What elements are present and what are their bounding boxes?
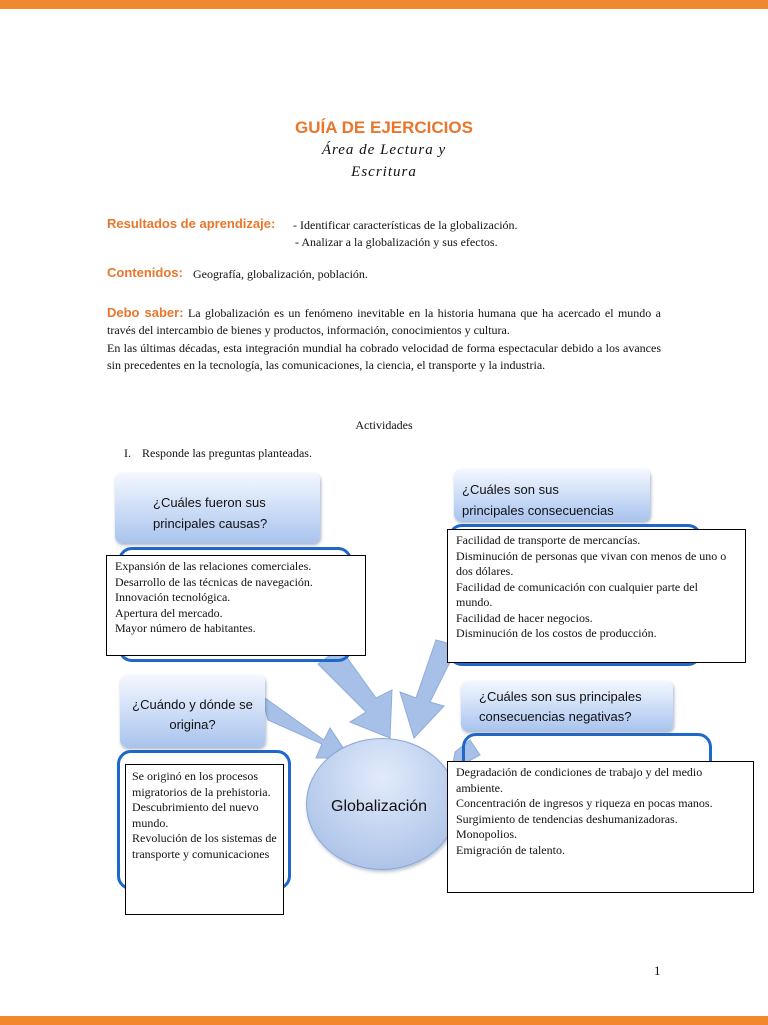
causas-answer: Desarrollo de las técnicas de navegación.: [115, 574, 313, 589]
page-title: GUÍA DE EJERCICIOS: [295, 118, 473, 137]
causas-answer: Mayor número de habitantes.: [115, 621, 256, 635]
resultados-item-1: - Identificar características de la globalización.: [293, 218, 518, 232]
instruction-number: I.: [124, 446, 131, 460]
negativas-answer: Degradación de condiciones de trabajo y del medio ambiente.: [456, 765, 703, 795]
positivas-answer: Facilidad de comunicación con cualquier parte del mundo.: [456, 579, 698, 609]
positivas-answer: Disminución de personas que vivan con menos de uno o dos dólares.: [456, 548, 727, 578]
page-subtitle-line1: Área de Lectura y: [321, 142, 447, 158]
negativas-answer: Monopolios.: [456, 827, 518, 841]
origen-answer: Revolución de los sistemas de transporte y comunicaciones: [132, 831, 277, 861]
positivas-answer: Disminución de los costos de producción.: [456, 626, 657, 640]
positivas-answer-box: [447, 529, 746, 663]
causas-answer: Expansión de las relaciones comerciales.: [115, 559, 312, 573]
origen-answer: Descubrimiento del nuevo mundo.: [132, 800, 259, 830]
resultados-label: Resultados de aprendizaje:: [107, 216, 276, 231]
negativas-answer-box: [447, 761, 754, 893]
negativas-answer: Concentración de ingresos y riqueza en pocas manos.: [456, 796, 713, 810]
origen-answer: Se originó en los procesos migratorios de la prehistoria.: [132, 769, 271, 799]
page-subtitle-line2: Escritura: [351, 164, 417, 180]
origen-question-box: [120, 675, 265, 747]
contenidos-text: Geografía, globalización, población.: [193, 267, 368, 281]
origen-question: ¿Cuándo y dónde se origina?: [132, 697, 253, 732]
causas-answer: Apertura del mercado.: [115, 605, 223, 620]
causas-answer-box: [106, 555, 366, 656]
actividades-heading: Actividades: [355, 418, 413, 432]
positivas-question: ¿Cuáles son sus principales consecuencias: [462, 482, 614, 518]
instruction-text: Responde las preguntas planteadas.: [142, 446, 312, 460]
globalizacion-label: Globalización: [331, 798, 428, 815]
positivas-answer: Facilidad de hacer negocios.: [456, 610, 593, 625]
origen-answer-box: [125, 764, 284, 915]
causas-question-box: [115, 473, 320, 543]
causas-question: ¿Cuáles fueron sus principales causas?: [153, 495, 268, 531]
contenidos-label: Contenidos:: [107, 265, 183, 280]
page-number: 1: [654, 963, 661, 978]
debo-saber-label: Debo saber:: [107, 305, 184, 320]
negativas-answer: Surgimiento de tendencias deshumanizadoras.: [456, 811, 678, 826]
debo-saber-text-2: En las últimas décadas, esta integración mundial ha cobrado velocidad de forma espectacular debido a los avances sin precedentes en la tecnología, las comunicaciones, la ciencia, el transporte y la industria.: [107, 341, 661, 372]
negativas-answer: Emigración de talento.: [456, 842, 565, 857]
negativas-question-box: [461, 681, 673, 731]
globalizacion-circle: [306, 738, 458, 870]
positivas-answer: Facilidad de transporte de mercancías.: [456, 533, 641, 547]
causas-answer: Innovación tecnológica.: [115, 590, 231, 604]
debo-saber-text-1: La globalización es un fenómeno inevitable en la historia humana que ha acercado el mundo a través del intercambio de bienes y productos, información, conocimientos y cultura.: [107, 306, 662, 337]
positivas-question-box: [454, 469, 650, 521]
negativas-question: ¿Cuáles son sus principales consecuencias negativas?: [479, 689, 642, 724]
resultados-item-2: - Analizar a la globalización y sus efectos.: [295, 235, 498, 249]
arrow-from-origen: [262, 696, 350, 758]
